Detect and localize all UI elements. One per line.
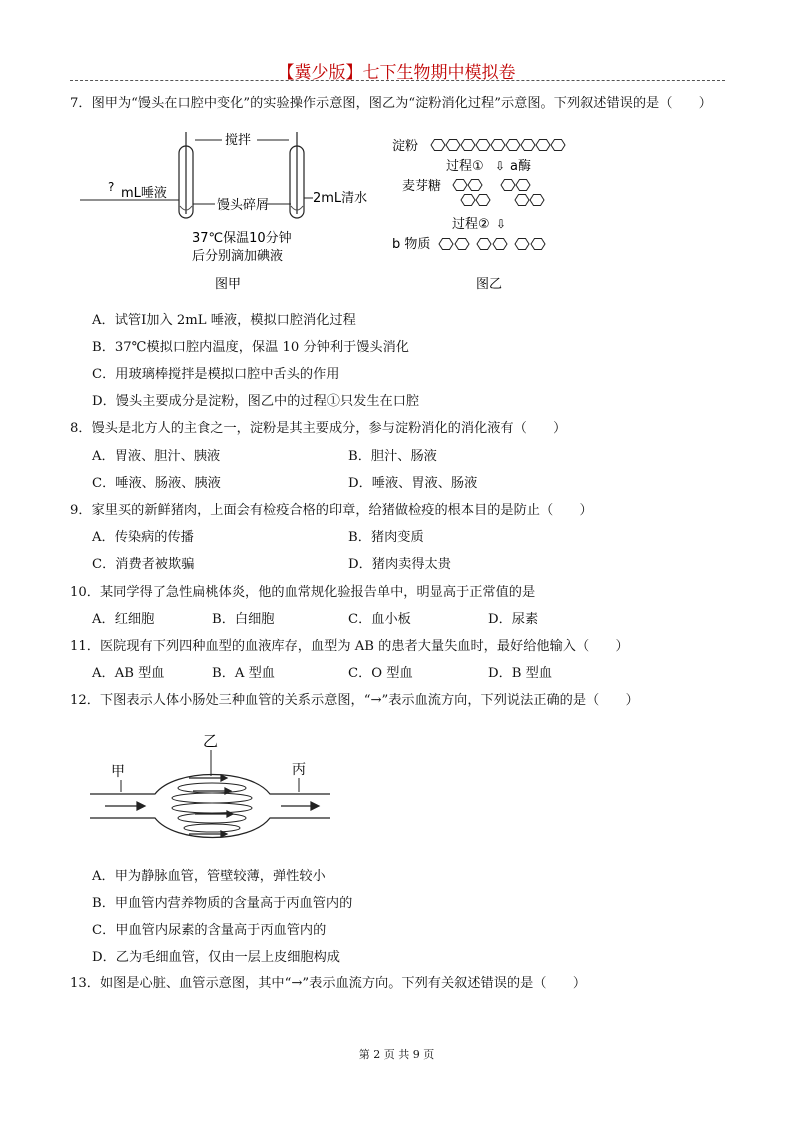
question-7-option-b[interactable]: B．37℃模拟口腔内温度，保温 10 分钟利于馒头消化 xyxy=(92,340,409,355)
question-10-option-d[interactable]: D．尿素 xyxy=(488,612,539,627)
question-8-option-b[interactable]: B．胆汁、肠液 xyxy=(348,449,437,464)
question-10-option-a[interactable]: A．红细胞 xyxy=(92,612,155,627)
capillary-network xyxy=(172,783,252,832)
question-11-stem: 11．医院现有下列四种血型的血液库存，血型为 AB 的患者大量失血时，最好给他输入（ ） xyxy=(70,639,629,654)
question-9-option-a[interactable]: A．传染病的传播 xyxy=(92,530,194,545)
question-10-option-c[interactable]: C．血小板 xyxy=(348,612,411,627)
question-12-option-d[interactable]: D．乙为毛细血管，仅由一层上皮细胞构成 xyxy=(92,950,340,965)
header-divider xyxy=(70,80,725,81)
label-question-mark: ? xyxy=(108,180,115,194)
glucose-units xyxy=(439,239,545,250)
maltose-units xyxy=(453,180,544,206)
question-11-option-c[interactable]: C．O 型血 xyxy=(348,666,413,681)
question-7-option-d[interactable]: D．馒头主要成分是淀粉，图乙中的过程①只发生在口腔 xyxy=(92,394,420,409)
label-crumbs: 馒头碎屑 xyxy=(217,198,270,213)
question-9-option-d[interactable]: D．猪肉卖得太贵 xyxy=(348,557,451,572)
figure-yi-caption: 图乙 xyxy=(476,277,503,292)
question-11-option-b[interactable]: B．A 型血 xyxy=(212,666,275,681)
label-condition-2: 后分别滴加碘液 xyxy=(192,249,284,264)
figure-yi-starch-digestion xyxy=(388,128,588,298)
question-9-option-c[interactable]: C．消费者被欺骗 xyxy=(92,557,195,572)
figure-jia-experiment xyxy=(75,128,375,298)
question-9-option-b[interactable]: B．猪肉变质 xyxy=(348,530,424,545)
label-substance-b: b 物质 xyxy=(392,237,431,252)
question-7-stem: 7．图甲为“馒头在口腔中变化”的实验操作示意图，图乙为“淀粉消化过程”示意图。下列叙述错误的是（ ） xyxy=(70,96,712,111)
question-7-option-a[interactable]: A．试管Ⅰ加入 2mL 唾液，模拟口腔消化过程 xyxy=(92,313,356,328)
label-water: 2mL清水 xyxy=(313,191,368,206)
label-vessel-yi: 乙 xyxy=(203,732,219,750)
figure-blood-vessels xyxy=(85,728,335,858)
starch-chain xyxy=(431,140,565,151)
label-maltose: 麦芽糖 xyxy=(402,179,442,194)
label-vessel-jia: 甲 xyxy=(111,764,125,780)
question-8-stem: 8．馒头是北方人的主食之一，淀粉是其主要成分，参与淀粉消化的消化液有（ ） xyxy=(70,421,567,436)
label-vessel-bing: 丙 xyxy=(292,762,306,778)
question-8-option-a[interactable]: A．胃液、胆汁、胰液 xyxy=(92,449,221,464)
label-stir: 搅拌 xyxy=(225,133,252,148)
label-process-2: 过程② xyxy=(452,217,490,232)
question-9-stem: 9．家里买的新鲜猪肉，上面会有检疫合格的印章，给猪做检疫的根本目的是防止（ ） xyxy=(70,503,593,518)
question-11-option-d[interactable]: D．B 型血 xyxy=(488,666,553,681)
flow-arrows xyxy=(105,775,319,837)
question-10-option-b[interactable]: B．白细胞 xyxy=(212,612,275,627)
question-13-stem: 13．如图是心脏、血管示意图，其中“→”表示血流方向。下列有关叙述错误的是（ ） xyxy=(70,976,587,991)
figure-jia-caption: 图甲 xyxy=(215,277,242,292)
question-12-option-c[interactable]: C．甲血管内尿素的含量高于丙血管内的 xyxy=(92,923,327,938)
arrow-down-icon: ⇩ xyxy=(496,217,507,231)
label-saliva: mL唾液 xyxy=(121,186,167,201)
page-header-title: 【冀少版】七下生物期中模拟卷 xyxy=(277,63,516,83)
question-12-option-b[interactable]: B．甲血管内营养物质的含量高于丙血管内的 xyxy=(92,896,353,911)
label-condition-1: 37℃保温10分钟 xyxy=(192,231,292,246)
arrow-down-icon: ⇩ xyxy=(495,159,506,173)
page-footer: 第 2 页 共 9 页 xyxy=(358,1048,435,1061)
label-process-1: 过程① xyxy=(446,159,484,174)
question-12-option-a[interactable]: A．甲为静脉血管，管壁较薄，弹性较小 xyxy=(92,869,326,884)
question-8-option-c[interactable]: C．唾液、肠液、胰液 xyxy=(92,476,221,491)
label-enzyme-a: a酶 xyxy=(510,159,531,174)
question-10-stem: 10．某同学得了急性扁桃体炎，他的血常规化验报告单中，明显高于正常值的是 xyxy=(70,585,536,600)
question-8-option-d[interactable]: D．唾液、胃液、肠液 xyxy=(348,476,478,491)
question-11-option-a[interactable]: A．AB 型血 xyxy=(92,666,165,681)
question-12-stem: 12．下图表示人体小肠处三种血管的关系示意图，“→”表示血流方向，下列说法正确的是（ ） xyxy=(70,693,639,708)
question-7-option-c[interactable]: C．用玻璃棒搅拌是模拟口腔中舌头的作用 xyxy=(92,367,340,382)
label-starch: 淀粉 xyxy=(392,139,419,154)
